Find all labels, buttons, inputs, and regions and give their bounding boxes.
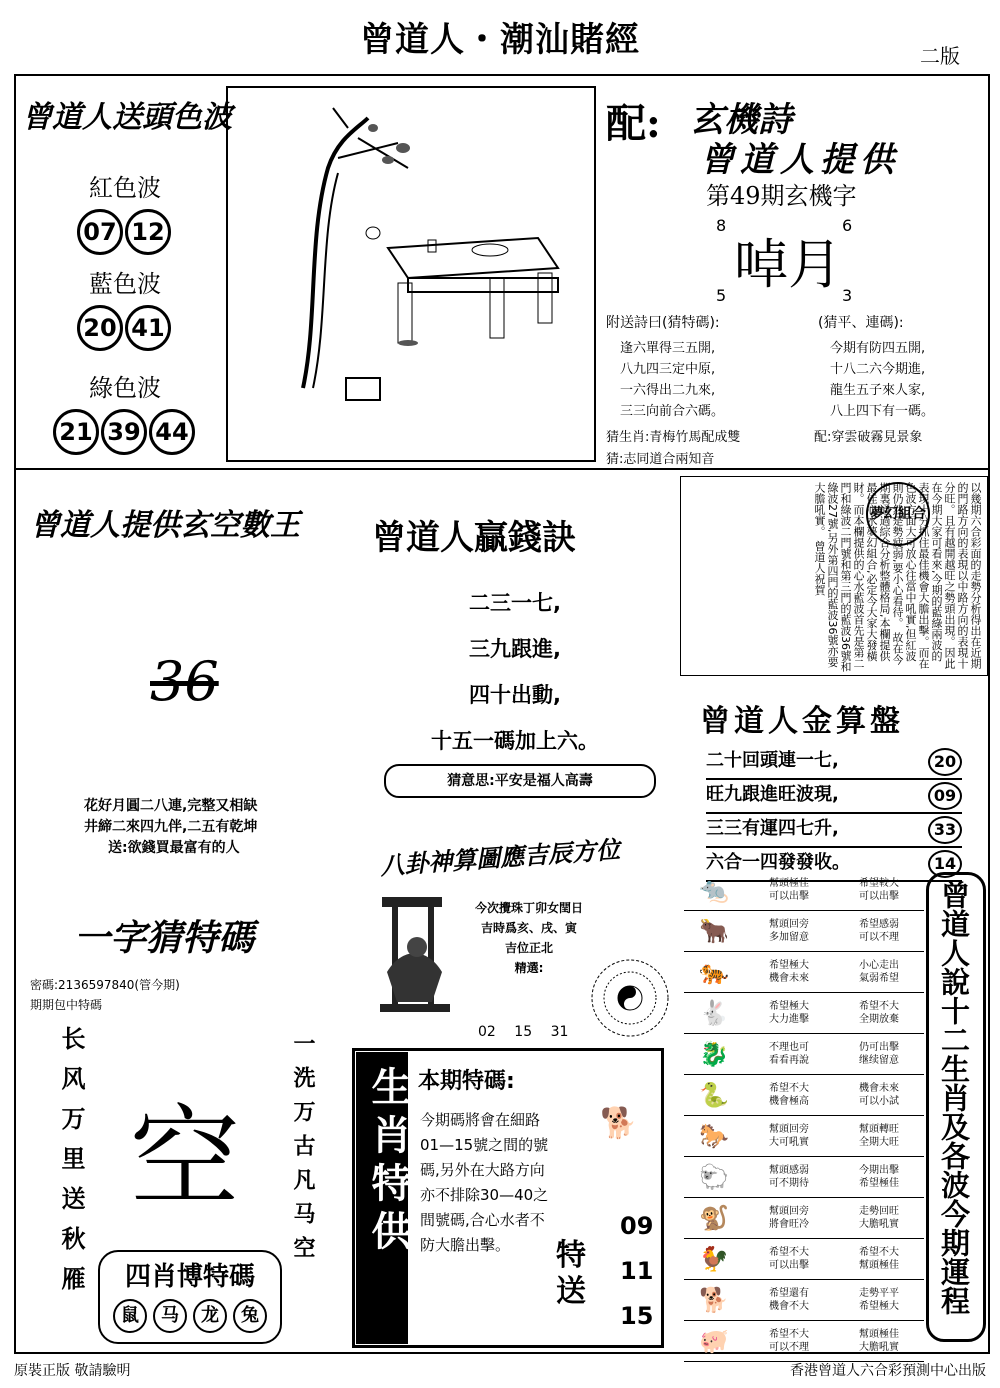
number-ball: 20 — [77, 305, 123, 351]
zodiac-animal-icon: 🐕 — [699, 1286, 729, 1314]
corner-num: 5 — [716, 286, 727, 305]
zodiac-animal-icon: 🐓 — [699, 1245, 729, 1273]
zodiac-fortune — [834, 959, 924, 985]
fortune-line: 將會旺冷 — [769, 1219, 809, 1230]
fortune-line: 希望極大 — [769, 960, 809, 971]
edition-label: 二版 — [920, 44, 960, 68]
fortune-line: 機會極高 — [769, 1096, 809, 1107]
xuankong-lines — [84, 796, 257, 859]
zodiac-animal-icon: 🐂 — [699, 917, 729, 945]
fortune-line: 幫頭極佳 — [859, 1329, 899, 1340]
fortune-line: 全期放棄 — [859, 1014, 899, 1025]
bagua-title: 八卦神算圖應吉辰方位 — [379, 834, 621, 881]
zodiac-fortune — [834, 877, 924, 903]
zodiac-fortune — [834, 1287, 924, 1313]
color-label: 紅色波 — [89, 174, 161, 202]
bagua-line: 吉位正北 — [504, 941, 553, 955]
fortune-line: 继续留意 — [859, 1055, 899, 1066]
fortune-line: 幫頭轉旺 — [859, 1124, 899, 1135]
suanpan-table — [706, 746, 962, 882]
zodiac-row — [684, 1239, 924, 1280]
zodiac-fortune — [834, 1041, 924, 1067]
zodiac-row — [684, 1034, 924, 1075]
color-panel-title: 曾道人送頭色波 — [22, 100, 232, 135]
zodiac-animal-icon: 🐀 — [699, 876, 729, 904]
fortune-line: 可以小試 — [859, 1096, 899, 1107]
color-group-green — [30, 368, 220, 455]
suanpan-title: 曾道人金算盤 — [700, 704, 904, 739]
zodiac-animal-icon: 🐎 — [699, 1122, 729, 1150]
yizi-animals-box — [98, 1250, 282, 1344]
guess-line: 猜:志同道合兩知音 — [606, 452, 715, 467]
shengxiao-text: 今期碼將會在細路01—15號之間的號碼,另外在大路方向亦不排除30—40之間號碼,合心水者不防大膽出擊。 — [420, 1111, 549, 1254]
suanpan-text: 二十回頭連一七, — [706, 750, 839, 771]
suanpan-num: 09 — [928, 782, 962, 810]
zodiac-animal-icon: 🐉 — [699, 1040, 729, 1068]
suanpan-row — [706, 746, 962, 780]
combo-sign: 曾道人祝賀 — [813, 540, 826, 596]
zodiac-animal-icon: 🐇 — [699, 999, 729, 1027]
yingqian-title: 曾道人贏錢訣 — [372, 518, 576, 558]
zodiac-fortune — [834, 1082, 924, 1108]
bagua-num: 31 — [550, 1024, 569, 1040]
poem-line: 龍生五子來人家, — [830, 383, 926, 398]
zodiac-animal-icon: 🐑 — [699, 1163, 729, 1191]
mystery-glyph: 啅月 — [734, 233, 842, 296]
verse-line: 十五一碼加上六。 — [431, 729, 599, 753]
poem-line: 八九四三定中原, — [620, 362, 716, 377]
fortune-line: 可以出擊 — [769, 1260, 809, 1271]
number-ball: 07 — [77, 209, 123, 255]
fortune-line: 希望感弱 — [859, 919, 899, 930]
footer-left: 原裝正版 敬請驗明 — [14, 1363, 131, 1379]
yingqian-guess: 猜意思:平安是福人高壽 — [384, 764, 656, 798]
zodiac-fortune — [834, 1123, 924, 1149]
color-label: 綠色波 — [89, 374, 161, 402]
zodiac-fortune — [744, 1164, 834, 1190]
fortune-line: 機會未來 — [769, 973, 809, 984]
color-group-red — [40, 168, 210, 255]
zodiac-animal-icon: 🐍 — [699, 1081, 729, 1109]
zodiac-row — [684, 1280, 924, 1321]
fortune-line: 幫頭回旁 — [769, 1206, 809, 1217]
zodiac-row — [684, 1075, 924, 1116]
fortune-line: 多加留意 — [769, 932, 809, 943]
zodiac-fortune — [834, 918, 924, 944]
zodiac-fortune — [834, 1000, 924, 1026]
number-ball: 41 — [125, 305, 171, 351]
footer-right: 香港曾道人六合彩預測中心出版 — [790, 1363, 986, 1379]
fortune-line: 大可吼實 — [769, 1137, 809, 1148]
fortune-line: 走勢回旺 — [859, 1206, 899, 1217]
verse-line: 井締二來四九伴,二五有乾坤 — [84, 819, 258, 835]
suanpan-row — [706, 814, 962, 848]
fortune-line: 走勢平平 — [859, 1288, 899, 1299]
zodiac-row — [684, 993, 924, 1034]
animal-badge: 龙 — [193, 1299, 227, 1333]
zodiac-table — [684, 870, 924, 1355]
poem-period: 第49期玄機字 — [706, 182, 857, 210]
fortune-line: 看看再說 — [769, 1055, 809, 1066]
color-group-blue — [40, 264, 210, 351]
zodiac-animal-icon: 🐅 — [699, 958, 729, 986]
tesong-num: 15 — [620, 1302, 654, 1330]
rider-illustration — [372, 892, 462, 1022]
zodiac-fortune — [744, 1246, 834, 1272]
shengxiao-side-text: 生肖特供 — [365, 1066, 412, 1258]
fortune-line: 希望極大 — [859, 1301, 899, 1312]
combo-paragraph: 以幾期六合彩面的走勢分析得出在近期的門路方向的表現以中路方向的表現十分旺。且有越開越旺之勢頭出現。因此在今期大家可看來,今期的藍綠兩波的表現十分抓住最佳機會大膽出擊。而在色波方面大可放心往當中吼實,但紅波則仍然是勢疲弱,要小心看待。 — [891, 482, 982, 669]
bagua-num: 02 — [478, 1024, 496, 1040]
suanpan-text: 三三有運四七升, — [706, 818, 839, 839]
poem-line: 十八二六今期進, — [830, 362, 926, 377]
animal-badge: 马 — [153, 1299, 187, 1333]
tesong-label: 特送 — [556, 1238, 586, 1309]
fortune-line: 可以不理 — [769, 1342, 809, 1353]
animal-badge: 兔 — [233, 1299, 267, 1333]
zodiac-row — [684, 870, 924, 911]
zodiac-fortune — [744, 1205, 834, 1231]
yizi-note: 期期包中特碼 — [30, 998, 103, 1012]
fortune-line: 可以出擊 — [859, 891, 899, 902]
fortune-line: 不理也可 — [769, 1042, 809, 1053]
yingqian-lines — [380, 580, 650, 764]
zodiac-fortune — [834, 1328, 924, 1354]
page-title: 曾道人・潮汕賭經 — [360, 20, 640, 60]
fortune-line: 全期大旺 — [859, 1137, 899, 1148]
suanpan-num: 20 — [928, 748, 962, 776]
fortune-line: 希望極大 — [769, 1001, 809, 1012]
bagua-nums — [478, 1024, 568, 1040]
poem-line: 三三向前合六碼。 — [620, 404, 725, 419]
bagua-wheel — [590, 958, 670, 1038]
zodiac-fortune — [744, 1328, 834, 1354]
zodiac-fortune — [744, 1287, 834, 1313]
color-label: 藍色波 — [89, 270, 161, 298]
fortune-line: 仍可出擊 — [859, 1042, 899, 1053]
zodiac-fortune — [834, 1205, 924, 1231]
poem-left-lines — [620, 338, 724, 422]
suanpan-text: 旺九跟進旺波現, — [706, 784, 839, 805]
fortune-line: 幫頭極佳 — [769, 878, 809, 889]
fortune-line: 大力進擊 — [769, 1014, 809, 1025]
zodiac-fortune — [834, 1246, 924, 1272]
zodiac-fortune — [744, 1041, 834, 1067]
poem-right-lines — [830, 338, 934, 422]
guess-pei: 配:穿雲破霧見景象 — [814, 430, 923, 445]
animal-badge: 鼠 — [113, 1299, 147, 1333]
poem-line: 八上四下有一碼。 — [830, 404, 935, 419]
fortune-line: 機會不大 — [769, 1301, 809, 1312]
fortune-line: 可不期待 — [769, 1178, 809, 1189]
poem-line: 逢六單得三五開, — [620, 341, 716, 356]
combo-paragraph: 故在今期裏通過綜合分析整體格局,本欄提供最佳心水夢幻組合,必定今大家大發橫財。而本欄提供的心水藍波首先是第二門和綠波二門號和第三門的藍波36號和綠波27號,另外第四門的藍波36號亦要大膽吼實。 — [813, 482, 904, 672]
tesong-num: 09 — [620, 1212, 654, 1240]
fortune-line: 希望不大 — [769, 1329, 809, 1340]
zodiac-row — [684, 911, 924, 952]
zodiac-fortune — [744, 959, 834, 985]
fortune-line: 小心走出 — [859, 960, 899, 971]
poem-left-head: 附送詩曰(猜特碼): — [606, 315, 720, 331]
xuankong-title: 曾道人提供玄空數王 — [30, 508, 300, 543]
zodiac-animal-icon: 🐒 — [699, 1204, 729, 1232]
guess-shengxiao: 猜生肖:青梅竹馬配成雙 — [606, 430, 741, 445]
yizi-right-vert: 一洗万古凡马空 — [290, 1032, 316, 1270]
fortune-line: 今期出擊 — [859, 1165, 899, 1176]
yizi-title: 一字猜特碼 — [74, 917, 255, 959]
verse-line: 四十出動, — [469, 683, 561, 707]
animal-row — [100, 1299, 280, 1333]
combo-text — [692, 482, 982, 672]
suanpan-text: 六合一四發發收。 — [706, 852, 850, 873]
fortune-line: 幫頭極佳 — [859, 1260, 899, 1271]
illustration-box — [226, 86, 596, 462]
fortune-line: 幫頭回旁 — [769, 919, 809, 930]
corner-num: 8 — [716, 216, 727, 235]
bagua-line: 今次攪珠丁卯女閏日 — [474, 901, 583, 915]
poem-title2: 曾道人提供 — [700, 140, 900, 180]
zodiac-row — [684, 952, 924, 993]
shengxiao-head: 本期特碼: — [418, 1069, 515, 1094]
verse-line: 三九跟進, — [469, 637, 561, 661]
zodiac-row — [684, 1198, 924, 1239]
tesong-nums — [620, 1204, 653, 1339]
fortune-line: 可以出擊 — [769, 891, 809, 902]
tesong-num: 11 — [620, 1257, 654, 1285]
dog-icon: 🐕 — [600, 1106, 638, 1141]
tree-table-illustration — [228, 88, 594, 460]
bagua-line: 吉時爲亥、戌、寅 — [480, 921, 577, 935]
zodiac-row — [684, 1321, 924, 1362]
zodiac-row — [684, 1116, 924, 1157]
fortune-line: 希望不大 — [769, 1247, 809, 1258]
fortune-line: 希望較大 — [859, 878, 899, 889]
fortune-line: 希望極佳 — [859, 1178, 899, 1189]
fortune-line: 希望不大 — [769, 1083, 809, 1094]
zodiac-fortune — [744, 1082, 834, 1108]
zodiac-animal-icon: 🐖 — [699, 1327, 729, 1355]
poem-line: 今期有防四五開, — [830, 341, 926, 356]
suanpan-row — [706, 780, 962, 814]
corner-num: 3 — [842, 286, 853, 305]
number-ball: 44 — [149, 409, 195, 455]
zodiac-row — [684, 1157, 924, 1198]
yizi-big-char: 空 — [130, 1094, 240, 1222]
poem-right-head: (猜平、連碼): — [818, 315, 904, 331]
combo-title: 夢幻組合 — [866, 482, 930, 546]
number-ball: 12 — [125, 209, 171, 255]
fortune-line: 幫頭感弱 — [769, 1165, 809, 1176]
suanpan-num: 14 — [928, 850, 962, 878]
poem-pei: 配: — [606, 100, 661, 147]
yizi-left-vert: 长风万里送秋雁 — [57, 1026, 86, 1306]
divider-top — [14, 468, 990, 470]
fortune-line: 大膽吼實 — [859, 1219, 899, 1230]
suanpan-num: 33 — [928, 816, 962, 844]
zodiac-fortune — [744, 877, 834, 903]
bagua-line: 精選: — [514, 961, 544, 975]
twelve-side-text: 曾道人說十二生肖及各波今期運程 — [937, 880, 971, 1315]
zodiac-fortune — [744, 1123, 834, 1149]
yizi-code: 密碼:2136597840(管今期) — [30, 978, 180, 992]
scribble-numbers: 36 — [150, 650, 219, 713]
zodiac-fortune — [744, 918, 834, 944]
fortune-line: 氣弱希望 — [859, 973, 899, 984]
corner-num: 6 — [842, 216, 853, 235]
bagua-num: 15 — [514, 1024, 533, 1040]
poem-line: 一六得出二九來, — [620, 383, 716, 398]
zodiac-fortune — [744, 1000, 834, 1026]
zodiac-fortune — [834, 1164, 924, 1190]
fortune-line: 希望還有 — [769, 1288, 809, 1299]
fortune-line: 希望不大 — [859, 1001, 899, 1012]
fortune-line: 大膽吼實 — [859, 1342, 899, 1353]
fortune-line: 幫頭回旁 — [769, 1124, 809, 1135]
poem-title1: 玄機詩 — [690, 100, 792, 140]
fortune-line: 可以不理 — [859, 932, 899, 943]
fortune-line: 機會未來 — [859, 1083, 899, 1094]
bagua-lines — [464, 898, 594, 978]
verse-line: 二三一七, — [469, 591, 561, 615]
number-ball: 21 — [53, 409, 99, 455]
yizi-box-title: 四肖博特碼 — [124, 1262, 255, 1292]
fortune-line: 希望不大 — [859, 1247, 899, 1258]
number-ball: 39 — [101, 409, 147, 455]
verse-line: 送:欲錢買最富有的人 — [108, 840, 240, 856]
verse-line: 花好月圓二八連,完整又相缺 — [84, 798, 258, 814]
